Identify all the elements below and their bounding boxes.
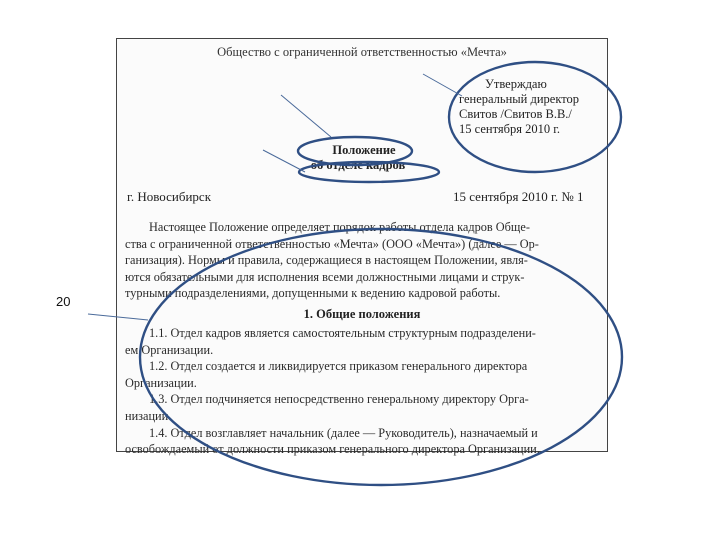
leader-line-16: [423, 74, 462, 96]
leader-line-20: [88, 314, 148, 320]
annotation-label-20: 20: [56, 294, 71, 309]
text-line: ства с ограниченной ответственностью «Мечта» (ООО «Мечта») (далее — Ор-: [125, 236, 539, 251]
approval-line: Утверждаю: [485, 77, 547, 91]
approval-date: 15 сентября 2010 г.: [459, 122, 561, 136]
leader-line-10: [281, 95, 331, 137]
section-title: 1. Общие положения: [303, 307, 421, 321]
document-date-number: 15 сентября 2010 г. № 1: [453, 189, 584, 204]
text-line: 1.1. Отдел кадров является самостоятельным структурным подразделени-: [149, 326, 536, 340]
organization-name: Общество с ограниченной ответственностью «Мечта»: [217, 45, 507, 59]
text-line: 1.2. Отдел создается и ликвидируется приказом генерального директора: [149, 359, 528, 374]
text-line: ем Организации.: [125, 342, 214, 357]
text-line: 1.3. Отдел подчиняется непосредственно генеральному директору Орга-: [149, 392, 529, 407]
body-ellipse: [140, 229, 622, 485]
approval-signature: Свитов /Свитов В.В./: [459, 107, 572, 121]
document-city: г. Новосибирск: [127, 189, 212, 204]
text-line: турными подразделениями, допущенными к ведению кадровой работы.: [125, 286, 501, 301]
text-line: ганизация). Нормы и правила, содержащиеся в настоящем Положении, явля-: [125, 253, 528, 268]
text-line: 1.4. Отдел возглавляет начальник (далее — Руководитель), назначаемый и: [149, 425, 538, 440]
text-line: освобождаемый от должности приказом генерального директора Организации.: [125, 442, 540, 457]
approval-block-ellipse: [449, 62, 621, 172]
document-title-line1: Положение: [332, 143, 396, 157]
text-line: низации.: [125, 408, 172, 423]
text-line: ются обязательными для исполнения всеми должностными лицами и струк-: [125, 269, 525, 284]
document-title-line2: об отделе кадров: [310, 158, 406, 172]
approval-position: генеральный директор: [459, 92, 580, 106]
text-line: Настоящее Положение определяет порядок работы отдела кадров Обще-: [149, 220, 530, 234]
text-line: Организации.: [125, 375, 197, 390]
title-line1-ellipse: [298, 137, 412, 165]
